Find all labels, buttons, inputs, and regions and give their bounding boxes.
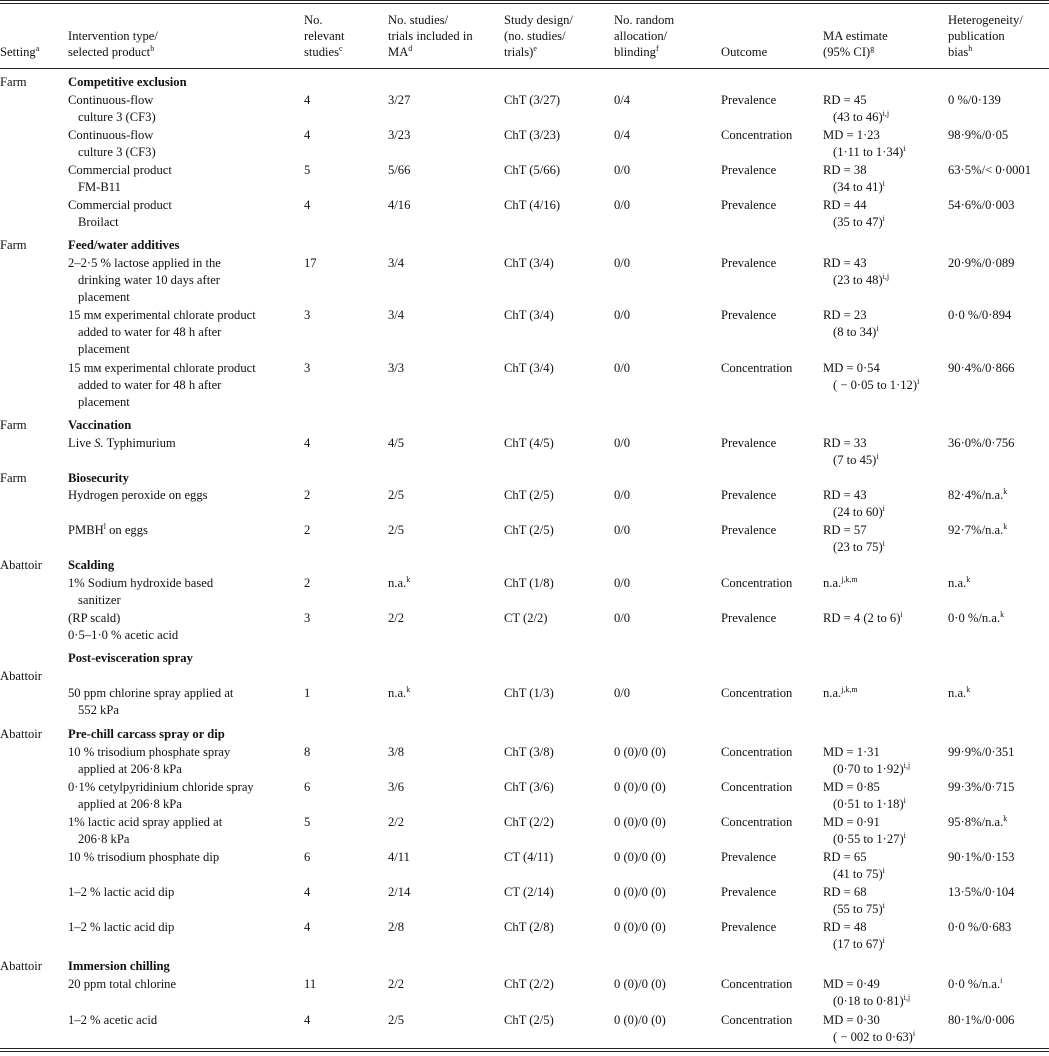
relevant-studies-cell: 2 (304, 488, 311, 502)
heterogeneity-cell: 82·4%/n.a.$^k$ (948, 487, 1008, 502)
included-cell: 5/66 (388, 163, 411, 177)
heterogeneity-cell: n.a.$^k$ (948, 685, 971, 700)
intervention-cell: 10 % trisodium phosphate dip (68, 850, 220, 864)
heterogeneity-cell: 90·1%/0·153 (948, 850, 1015, 864)
header-setting: Setting$^a$ (0, 44, 40, 59)
relevant-studies-cell: 4 (304, 93, 311, 107)
relevant-studies-cell: 6 (304, 850, 311, 864)
header-study-design: Study design/ (no. studies/ trials)$^e$ (504, 13, 573, 59)
design-cell: ChT (1/8) (504, 576, 554, 590)
random-cell: 0 (0)/0 (0) (614, 977, 666, 991)
header-relevant-studies: No. relevant studies$^c$ (304, 13, 345, 59)
design-cell: ChT (3/4) (504, 308, 554, 322)
ma-estimate-cell: RD = 33 (7 to 45)$^i$ (823, 436, 879, 467)
group-heading: Post-evisceration spray (68, 651, 193, 665)
relevant-studies-cell: 4 (304, 198, 311, 212)
included-cell: 2/8 (388, 920, 405, 934)
random-cell: 0/0 (614, 436, 631, 450)
header-heterogeneity: Heterogeneity/ publication bias$^h$ (948, 13, 1023, 59)
intervention-cell: 15 mм experimental chlorate product added to water for 48 h after placement (68, 361, 256, 409)
heterogeneity-cell: 13·5%/0·104 (948, 885, 1015, 899)
design-cell: ChT (3/4) (504, 256, 554, 270)
ma-estimate-cell: MD = 0·91 (0·55 to 1·27)$^i$ (823, 815, 906, 846)
included-cell: 3/27 (388, 93, 411, 107)
included-cell: 3/4 (388, 308, 405, 322)
outcome-cell: Prevalence (721, 885, 777, 899)
random-cell: 0 (0)/0 (0) (614, 815, 666, 829)
design-cell: CT (4/11) (504, 850, 554, 864)
ma-estimate-cell: RD = 68 (55 to 75)$^i$ (823, 885, 885, 916)
outcome-cell: Prevalence (721, 523, 777, 537)
relevant-studies-cell: 8 (304, 745, 311, 759)
intervention-cell: Continuous-flow culture 3 (CF3) (68, 128, 156, 159)
outcome-cell: Prevalence (721, 611, 777, 625)
random-cell: 0/4 (614, 128, 631, 142)
relevant-studies-cell: 6 (304, 780, 311, 794)
ma-estimate-cell: RD = 48 (17 to 67)$^i$ (823, 920, 885, 951)
header-ma-estimate: MA estimate (95% CI)$^g$ (823, 29, 888, 59)
included-cell: n.a.$^k$ (388, 685, 411, 700)
included-cell: 2/5 (388, 488, 405, 502)
intervention-cell: Commercial product FM-B11 (68, 163, 172, 194)
ma-estimate-cell: RD = 57 (23 to 75)$^i$ (823, 523, 885, 554)
design-cell: CT (2/2) (504, 611, 548, 625)
intervention-cell: 1% Sodium hydroxide based sanitizer (68, 576, 214, 607)
random-cell: 0/0 (614, 576, 631, 590)
heterogeneity-cell: 54·6%/0·003 (948, 198, 1015, 212)
included-cell: 2/14 (388, 885, 411, 899)
intervention-cell: Continuous-flow culture 3 (CF3) (68, 93, 156, 124)
intervention-cell: 1–2 % lactic acid dip (68, 920, 175, 934)
random-cell: 0/0 (614, 611, 631, 625)
outcome-cell: Concentration (721, 815, 793, 829)
intervention-cell: 10 % trisodium phosphate spray applied at 206·8 kPa (68, 745, 231, 776)
random-cell: 0/0 (614, 256, 631, 270)
random-cell: 0 (0)/0 (0) (614, 885, 666, 899)
outcome-cell: Concentration (721, 128, 793, 142)
relevant-studies-cell: 4 (304, 885, 311, 899)
outcome-cell: Concentration (721, 686, 793, 700)
ma-estimate-cell: MD = 0·54 ( − 0·05 to 1·12)$^i$ (823, 361, 920, 392)
random-cell: 0/0 (614, 163, 631, 177)
heterogeneity-cell: n.a.$^k$ (948, 575, 971, 590)
outcome-cell: Prevalence (721, 488, 777, 502)
heterogeneity-cell: 90·4%/0·866 (948, 361, 1015, 375)
outcome-cell: Prevalence (721, 93, 777, 107)
heterogeneity-cell: 0·0 %/n.a.$^k$ (948, 610, 1005, 625)
random-cell: 0 (0)/0 (0) (614, 780, 666, 794)
random-cell: 0 (0)/0 (0) (614, 850, 666, 864)
relevant-studies-cell: 4 (304, 436, 311, 450)
random-cell: 0/0 (614, 198, 631, 212)
random-cell: 0/4 (614, 93, 631, 107)
intervention-cell: 1–2 % lactic acid dip (68, 885, 175, 899)
relevant-studies-cell: 3 (304, 611, 311, 625)
design-cell: ChT (2/5) (504, 523, 554, 537)
heterogeneity-cell: 95·8%/n.a.$^k$ (948, 814, 1008, 829)
outcome-cell: Prevalence (721, 163, 777, 177)
table-top-rule-2 (0, 3, 1049, 4)
ma-estimate-cell: MD = 1·31 (0·70 to 1·92)$^{i,j}$ (823, 745, 911, 776)
design-cell: ChT (3/27) (504, 93, 561, 107)
header-intervention: Intervention type/ selected product$^b$ (68, 29, 158, 59)
random-cell: 0 (0)/0 (0) (614, 920, 666, 934)
intervention-cell: 1–2 % acetic acid (68, 1013, 158, 1027)
included-cell: 2/2 (388, 815, 405, 829)
heterogeneity-cell: 80·1%/0·006 (948, 1013, 1015, 1027)
group-heading: Pre-chill carcass spray or dip (68, 727, 225, 741)
relevant-studies-cell: 2 (304, 523, 311, 537)
heterogeneity-cell: 0 %/0·139 (948, 93, 1001, 107)
group-heading: Feed/water additives (68, 238, 180, 252)
table-bottom-rule-2 (0, 1051, 1049, 1052)
relevant-studies-cell: 5 (304, 815, 311, 829)
intervention-cell: 2–2·5 % lactose applied in the drinking water 10 days after placement (68, 256, 221, 304)
outcome-cell: Prevalence (721, 308, 777, 322)
included-cell: n.a.$^k$ (388, 575, 411, 590)
table-top-rule (0, 0, 1049, 1)
header-bottom-rule (0, 68, 1049, 69)
random-cell: 0/0 (614, 361, 631, 375)
setting-label: Abattoir (0, 727, 42, 741)
intervention-cell: (RP scald) 0·5–1·0 % acetic acid (68, 611, 179, 642)
outcome-cell: Prevalence (721, 850, 777, 864)
group-heading: Immersion chilling (68, 959, 170, 973)
header-included-in-ma: No. studies/ trials included in $MA^d$ (388, 13, 473, 59)
intervention-cell: 20 ppm total chlorine (68, 977, 177, 991)
setting-label: Farm (0, 471, 27, 485)
heterogeneity-cell: 0·0 %/n.a.$^i$ (948, 976, 1003, 991)
intervention-cell: 1% lactic acid spray applied at 206·8 kPa (68, 815, 223, 846)
ma-estimate-cell: MD = 0·30 ( − 002 to 0·63)$^i$ (823, 1013, 916, 1044)
relevant-studies-cell: 3 (304, 361, 311, 375)
relevant-studies-cell: 11 (304, 977, 317, 991)
intervention-cell: Live S. Typhimurium (68, 436, 176, 450)
included-cell: 2/5 (388, 1013, 405, 1027)
intervention-cell: Commercial product Broilact (68, 198, 172, 229)
ma-estimate-cell: MD = 1·23 (1·11 to 1·34)$^i$ (823, 128, 906, 159)
ma-estimate-cell: RD = 38 (34 to 41)$^i$ (823, 163, 885, 194)
outcome-cell: Concentration (721, 780, 793, 794)
group-heading: Competitive exclusion (68, 75, 187, 89)
relevant-studies-cell: 17 (304, 256, 317, 270)
relevant-studies-cell: 1 (304, 686, 311, 700)
intervention-cell: 15 mм experimental chlorate product added to water for 48 h after placement (68, 308, 256, 356)
outcome-cell: Concentration (721, 977, 793, 991)
included-cell: 3/8 (388, 745, 405, 759)
heterogeneity-cell: 20·9%/0·089 (948, 256, 1015, 270)
ma-estimate-cell: RD = 44 (35 to 47)$^i$ (823, 198, 885, 229)
design-cell: ChT (2/8) (504, 920, 554, 934)
heterogeneity-cell: 92·7%/n.a.$^k$ (948, 522, 1008, 537)
design-cell: ChT (1/3) (504, 686, 554, 700)
heterogeneity-cell: 63·5%/< 0·0001 (948, 163, 1032, 177)
ma-estimate-cell: RD = 43 (23 to 48)$^{i,j}$ (823, 256, 890, 287)
design-cell: ChT (3/8) (504, 745, 554, 759)
outcome-cell: Concentration (721, 361, 793, 375)
header-random-allocation: No. random allocation/ blinding$^f$ (614, 13, 675, 59)
design-cell: ChT (3/23) (504, 128, 561, 142)
relevant-studies-cell: 3 (304, 308, 311, 322)
outcome-cell: Prevalence (721, 198, 777, 212)
design-cell: ChT (2/2) (504, 977, 554, 991)
design-cell: ChT (4/16) (504, 198, 561, 212)
outcome-cell: Prevalence (721, 920, 777, 934)
group-heading: Biosecurity (68, 471, 129, 485)
included-cell: 3/23 (388, 128, 411, 142)
design-cell: ChT (3/4) (504, 361, 554, 375)
included-cell: 3/4 (388, 256, 405, 270)
setting-label: Farm (0, 418, 27, 432)
outcome-cell: Concentration (721, 576, 793, 590)
included-cell: 2/2 (388, 977, 405, 991)
group-heading: Scalding (68, 558, 115, 572)
heterogeneity-cell: 0·0 %/0·894 (948, 308, 1012, 322)
heterogeneity-cell: 99·9%/0·351 (948, 745, 1015, 759)
design-cell: CT (2/14) (504, 885, 554, 899)
design-cell: ChT (2/5) (504, 488, 554, 502)
random-cell: 0/0 (614, 488, 631, 502)
included-cell: 2/2 (388, 611, 405, 625)
outcome-cell: Prevalence (721, 436, 777, 450)
included-cell: 4/16 (388, 198, 411, 212)
included-cell: 4/5 (388, 436, 405, 450)
setting-label: Farm (0, 75, 27, 89)
design-cell: ChT (4/5) (504, 436, 554, 450)
setting-label: Abattoir (0, 558, 42, 572)
ma-estimate-cell: RD = 65 (41 to 75)$^i$ (823, 850, 885, 881)
random-cell: 0 (0)/0 (0) (614, 1013, 666, 1027)
outcome-cell: Prevalence (721, 256, 777, 270)
ma-estimate-cell: RD = 23 (8 to 34)$^i$ (823, 308, 879, 339)
header-outcome: Outcome (721, 45, 768, 59)
group-heading: Vaccination (68, 418, 132, 432)
intervention-cell: 50 ppm chlorine spray applied at 552 kPa (68, 686, 234, 717)
relevant-studies-cell: 2 (304, 576, 311, 590)
heterogeneity-cell: 98·9%/0·05 (948, 128, 1009, 142)
ma-estimate-cell: n.a.$^{j,k,m}$ (823, 575, 858, 590)
included-cell: 3/6 (388, 780, 405, 794)
ma-estimate-cell: MD = 0·49 (0·18 to 0·81)$^{i,j}$ (823, 977, 911, 1008)
heterogeneity-cell: 36·0%/0·756 (948, 436, 1015, 450)
intervention-cell: Hydrogen peroxide on eggs (68, 488, 208, 502)
ma-estimate-cell: RD = 4 (2 to 6)$^i$ (823, 610, 903, 625)
design-cell: ChT (2/5) (504, 1013, 554, 1027)
setting-label: Abattoir (0, 959, 42, 973)
design-cell: ChT (3/6) (504, 780, 554, 794)
ma-estimate-cell: MD = 0·85 (0·51 to 1·18)$^i$ (823, 780, 906, 811)
relevant-studies-cell: 5 (304, 163, 311, 177)
included-cell: 4/11 (388, 850, 410, 864)
heterogeneity-cell: 0·0 %/0·683 (948, 920, 1012, 934)
design-cell: ChT (2/2) (504, 815, 554, 829)
design-cell: ChT (5/66) (504, 163, 561, 177)
random-cell: 0/0 (614, 523, 631, 537)
heterogeneity-cell: 99·3%/0·715 (948, 780, 1015, 794)
setting-label: Abattoir (0, 669, 42, 683)
included-cell: 2/5 (388, 523, 405, 537)
setting-label: Farm (0, 238, 27, 252)
intervention-cell: 0·1% cetylpyridinium chloride spray applied at 206·8 kPa (68, 780, 254, 811)
relevant-studies-cell: 4 (304, 128, 311, 142)
table-bottom-rule (0, 1048, 1049, 1049)
intervention-cell: PMBH$^l$ on eggs (68, 522, 148, 537)
random-cell: 0/0 (614, 686, 631, 700)
relevant-studies-cell: 4 (304, 1013, 311, 1027)
outcome-cell: Concentration (721, 1013, 793, 1027)
random-cell: 0 (0)/0 (0) (614, 745, 666, 759)
relevant-studies-cell: 4 (304, 920, 311, 934)
ma-estimate-cell: RD = 45 (43 to 46)$^{i,j}$ (823, 93, 890, 124)
random-cell: 0/0 (614, 308, 631, 322)
ma-estimate-cell: RD = 43 (24 to 60)$^i$ (823, 488, 885, 519)
ma-estimate-cell: n.a.$^{j,k,m}$ (823, 685, 858, 700)
outcome-cell: Concentration (721, 745, 793, 759)
included-cell: 3/3 (388, 361, 405, 375)
